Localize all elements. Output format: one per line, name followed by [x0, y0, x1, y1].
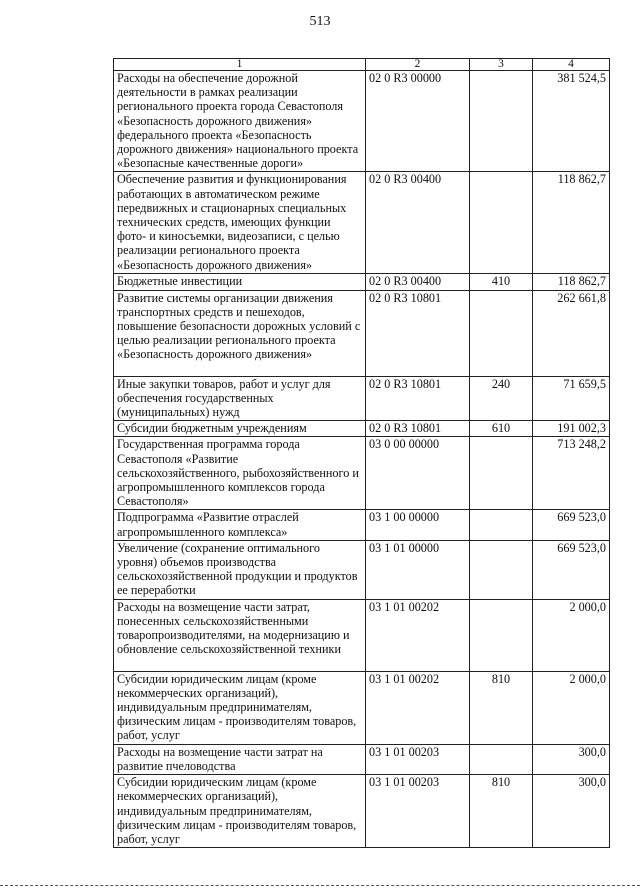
row-name: Субсидии юридическим лицам (кроме некоммерческих организаций), индивидуальным предпринимателям, физическим лицам - производителям товаров, работ, услуг — [114, 775, 366, 848]
row-sum: 118 862,7 — [533, 274, 610, 290]
row-expense-type — [470, 744, 533, 774]
row-name: Расходы на возмещение части затрат, понесенных сельскохозяйственными товаропроизводителями, на модернизацию и обновление сельскохозяйственной техники — [114, 599, 366, 671]
row-expense-type: 240 — [470, 376, 533, 421]
row-expense-type: 810 — [470, 775, 533, 848]
budget-table — [113, 58, 610, 848]
row-code: 03 1 01 00202 — [366, 599, 470, 671]
row-code: 03 0 00 00000 — [366, 437, 470, 510]
row-name: Субсидии юридическим лицам (кроме некоммерческих организаций), индивидуальным предпринимателям, физическим лицам - производителям товаров, работ, услуг — [114, 671, 366, 744]
row-name: Развитие системы организации движения транспортных средств и пешеходов, повышение безопасности дорожных условий с целью реализации регионального проекта «Безопасность дорожного движения» — [114, 290, 366, 376]
table-row — [114, 540, 610, 599]
page-bottom-rule — [0, 885, 640, 886]
table-row — [114, 671, 610, 744]
row-sum: 669 523,0 — [533, 510, 610, 540]
row-name: Бюджетные инвестиции — [114, 274, 366, 290]
row-sum: 713 248,2 — [533, 437, 610, 510]
row-expense-type — [470, 599, 533, 671]
table-row — [114, 274, 610, 290]
row-name: Обеспечение развития и функционирования работающих в автоматическом режиме передвижных и стационарных специальных технических средств, имеющих функции фото- и киносъемки, видеозаписи, с целью реализации регионального проекта «Безопасность дорожного движения» — [114, 172, 366, 274]
page-number: 513 — [309, 14, 331, 29]
row-sum: 2 000,0 — [533, 671, 610, 744]
row-expense-type: 410 — [470, 274, 533, 290]
row-code: 03 1 01 00203 — [366, 775, 470, 848]
row-code: 03 1 01 00000 — [366, 540, 470, 599]
row-code: 02 0 R3 00400 — [366, 274, 470, 290]
row-sum: 669 523,0 — [533, 540, 610, 599]
row-expense-type: 810 — [470, 671, 533, 744]
row-name: Субсидии бюджетным учреждениям — [114, 421, 366, 437]
row-expense-type — [470, 290, 533, 376]
row-code: 02 0 R3 10801 — [366, 290, 470, 376]
table-row — [114, 376, 610, 421]
table-header-row — [114, 59, 610, 71]
row-expense-type: 610 — [470, 421, 533, 437]
row-name: Государственная программа города Севастополя «Развитие сельскохозяйственного, рыбохозяйственного и агропромышленного комплексов города Севастополя» — [114, 437, 366, 510]
column-header-sum: 4 — [533, 59, 610, 71]
table-row — [114, 421, 610, 437]
table-row — [114, 71, 610, 172]
row-sum: 191 002,3 — [533, 421, 610, 437]
column-header-name: 1 — [114, 59, 366, 71]
row-sum: 71 659,5 — [533, 376, 610, 421]
row-name: Иные закупки товаров, работ и услуг для обеспечения государственных (муниципальных) нужд — [114, 376, 366, 421]
table-row — [114, 437, 610, 510]
row-code: 02 0 R3 00400 — [366, 172, 470, 274]
row-name: Расходы на возмещение части затрат на развитие пчеловодства — [114, 744, 366, 774]
row-sum: 300,0 — [533, 744, 610, 774]
row-expense-type — [470, 540, 533, 599]
row-name: Расходы на обеспечение дорожной деятельности в рамках реализации регионального проекта города Севастополя «Безопасность дорожного движения» федерального проекта «Безопасность дорожного движения» национального проекта «Безопасные качественные дороги» — [114, 71, 366, 172]
row-expense-type — [470, 510, 533, 540]
table-row — [114, 775, 610, 848]
row-sum: 262 661,8 — [533, 290, 610, 376]
row-name: Подпрограмма «Развитие отраслей агропромышленного комплекса» — [114, 510, 366, 540]
row-code: 03 1 01 00202 — [366, 671, 470, 744]
table-row — [114, 510, 610, 540]
row-code: 02 0 R3 00000 — [366, 71, 470, 172]
column-header-expense-type: 3 — [470, 59, 533, 71]
row-code: 02 0 R3 10801 — [366, 376, 470, 421]
row-sum: 2 000,0 — [533, 599, 610, 671]
row-sum: 381 524,5 — [533, 71, 610, 172]
row-expense-type — [470, 172, 533, 274]
row-expense-type — [470, 71, 533, 172]
row-name: Увеличение (сохранение оптимального уровня) объемов производства сельскохозяйственной продукции и продуктов ее переработки — [114, 540, 366, 599]
row-code: 03 1 00 00000 — [366, 510, 470, 540]
row-sum: 118 862,7 — [533, 172, 610, 274]
row-sum: 300,0 — [533, 775, 610, 848]
table-row — [114, 172, 610, 274]
table-row — [114, 599, 610, 671]
table-row — [114, 290, 610, 376]
column-header-code: 2 — [366, 59, 470, 71]
row-code: 02 0 R3 10801 — [366, 421, 470, 437]
table-row — [114, 744, 610, 774]
row-code: 03 1 01 00203 — [366, 744, 470, 774]
row-expense-type — [470, 437, 533, 510]
